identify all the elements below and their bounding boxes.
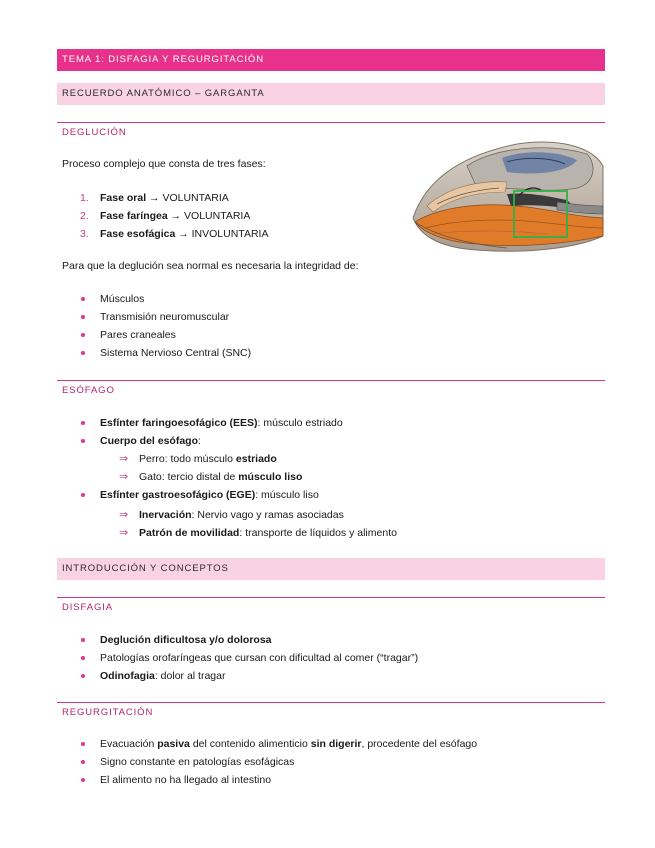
regurg-text: del contenido alimenticio (189, 738, 311, 750)
sub-item (119, 450, 302, 468)
fase-name: Fase esofágica (100, 228, 176, 240)
gato-text: Gato: tercio distal de (139, 471, 239, 483)
list-item (100, 344, 251, 362)
deglucion-intro: Proceso complejo que consta de tres fases: (62, 158, 266, 170)
regurgitacion-heading-text: REGURGITACIÓN (62, 707, 154, 718)
bullet (81, 760, 85, 764)
page-title: TEMA 1: DISFAGIA Y REGURGITACIÓN (62, 54, 264, 65)
arrow-icon: ⇒ (119, 471, 129, 483)
gato-bold: músculo liso (238, 471, 303, 483)
bullet (81, 656, 85, 660)
regurgitacion-list (100, 735, 477, 789)
esofago-list-2 (100, 486, 319, 504)
fase-name: Fase faríngea (100, 210, 168, 222)
fase-name: Fase oral (100, 192, 147, 204)
list-item (100, 631, 418, 649)
odinofagia-desc: : dolor al tragar (154, 670, 226, 682)
list-item (80, 189, 268, 207)
list-item (100, 414, 343, 432)
intro-section-heading: INTRODUCCIÓN Y CONCEPTOS (62, 563, 229, 574)
list-item-text: Pares craneales (100, 329, 176, 341)
bullet (81, 674, 85, 678)
regurgitacion-heading (57, 702, 605, 722)
regurg-bold: pasiva (157, 738, 190, 750)
regurg-text: Evacuación (100, 738, 158, 750)
ege-label: Esfínter gastroesofágico (EGE) (100, 489, 256, 501)
list-item (100, 308, 251, 326)
bullet (81, 315, 85, 319)
inervacion-bold: Inervación (139, 509, 192, 521)
arrow-icon: ⇒ (119, 509, 129, 521)
list-item (100, 290, 251, 308)
perro-bold: estriado (235, 453, 277, 465)
list-item-text: Sistema Nervioso Central (SNC) (100, 347, 252, 359)
integridad-intro: Para que la deglución sea normal es necesaria la integridad de: (62, 260, 359, 272)
list-item (100, 735, 477, 753)
bullet (81, 333, 85, 337)
list-item-text: Transmisión neuromuscular (100, 311, 230, 323)
ege-desc: : músculo liso (255, 489, 319, 501)
perro-text: Perro: todo músculo (139, 453, 236, 465)
integridad-list (100, 290, 251, 362)
ees-label: Esfínter faringoesofágico (EES) (100, 417, 258, 429)
regurg-item: El alimento no ha llegado al intestino (100, 774, 272, 786)
odinofagia-label: Odinofagia (100, 670, 155, 682)
deglucion-heading-text: DEGLUCIÓN (62, 127, 127, 138)
disfagia-item: Patologías orofaríngeas que cursan con dificultad al comer (“tragar”) (100, 652, 419, 664)
esofago-heading-text: ESÓFAGO (62, 385, 115, 396)
ege-sublist (119, 506, 397, 542)
bullet (81, 421, 85, 425)
inervacion-text: : Nervio vago y ramas asociadas (191, 509, 344, 521)
cuerpo-label: Cuerpo del esófago (100, 435, 199, 447)
fase-type: → VOLUNTARIA (146, 192, 229, 204)
list-item (100, 753, 477, 771)
section-subtitle-bar (57, 83, 605, 105)
bullet (81, 351, 85, 355)
list-item (80, 225, 269, 243)
bullet (81, 439, 85, 443)
arrow-icon: ⇒ (119, 527, 129, 539)
sub-item (119, 468, 303, 486)
disfagia-heading-text: DISFAGIA (62, 602, 114, 613)
sub-item (119, 506, 397, 524)
esofago-heading (57, 380, 605, 400)
list-item-text: Músculos (100, 293, 145, 305)
regurg-bold: sin digerir (310, 738, 362, 750)
list-number: 3. (80, 228, 89, 240)
disfagia-def: Deglución dificultosa y/o dolorosa (100, 634, 272, 646)
list-item (100, 649, 418, 667)
cuerpo-colon: : (198, 435, 201, 447)
regurg-item: Signo constante en patologías esofágicas (100, 756, 295, 768)
arrow-icon: ⇒ (119, 453, 129, 465)
list-number: 1. (80, 192, 89, 204)
list-item (100, 771, 477, 789)
list-number: 2. (80, 210, 89, 222)
list-item (100, 486, 319, 504)
fase-type: → INVOLUNTARIA (175, 228, 269, 240)
list-item (100, 326, 251, 344)
page-title-bar (57, 49, 605, 71)
section-subtitle: RECUERDO ANATÓMICO – GARGANTA (62, 88, 265, 99)
fase-type: → VOLUNTARIA (167, 210, 251, 222)
disfagia-list (100, 631, 418, 685)
bullet (81, 638, 85, 642)
patron-text: : transporte de líquidos y alimento (239, 527, 397, 539)
list-item (100, 667, 418, 685)
sub-item (119, 524, 397, 542)
cuerpo-sublist (119, 450, 303, 486)
anatomy-throat-illustration (407, 136, 604, 256)
ees-desc: : músculo estriado (257, 417, 343, 429)
disfagia-heading (57, 597, 605, 617)
esofago-list (100, 414, 343, 450)
patron-bold: Patrón de movilidad (139, 527, 240, 539)
fases-list (80, 189, 269, 243)
intro-section-bar (57, 558, 605, 580)
bullet (81, 493, 85, 497)
bullet (81, 778, 85, 782)
list-item (100, 432, 343, 450)
regurg-text: , procedente del esófago (361, 738, 478, 750)
bullet (81, 742, 85, 746)
list-item (80, 207, 268, 225)
bullet (81, 297, 85, 301)
